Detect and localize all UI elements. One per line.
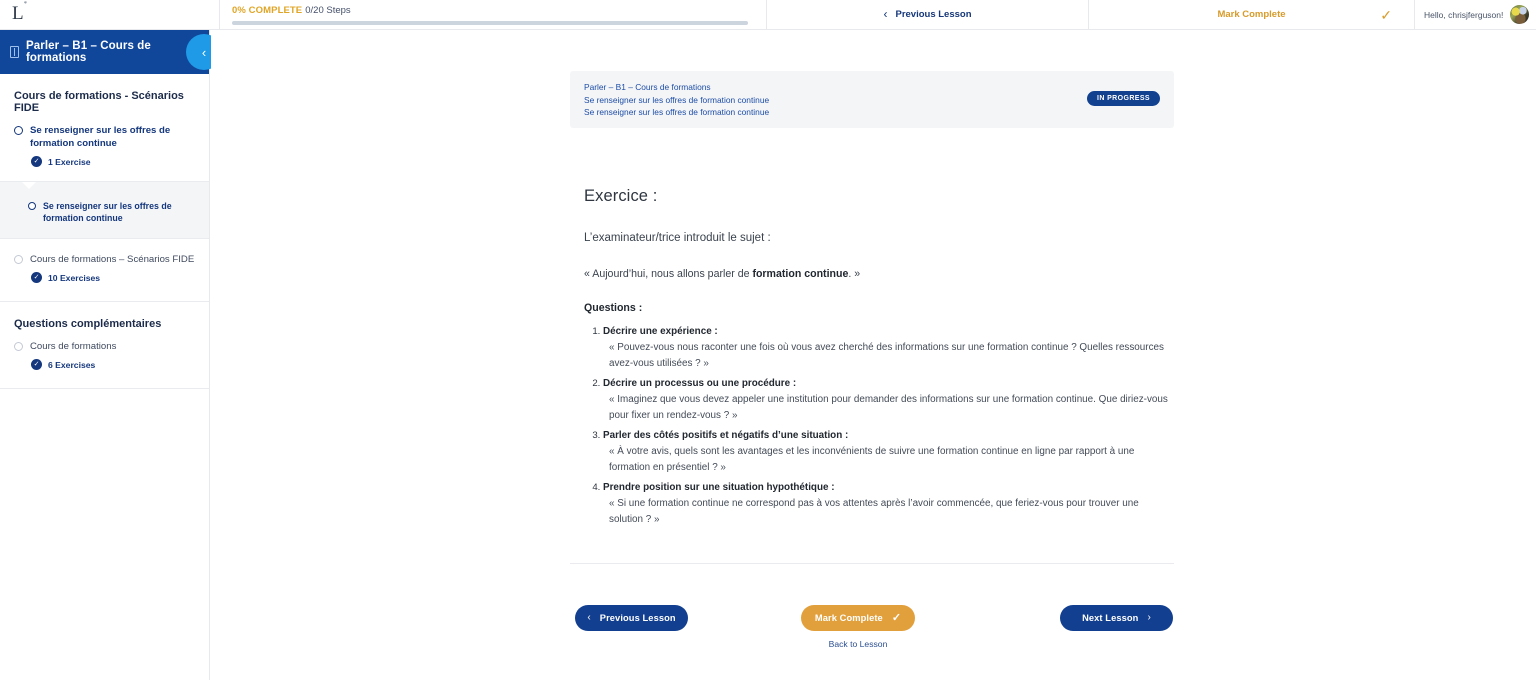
quote-suffix: . » — [848, 268, 861, 280]
next-lesson-button[interactable] — [1060, 605, 1173, 631]
chevron-left-icon: ‹ — [883, 6, 888, 21]
questions-list — [584, 324, 1174, 527]
content-divider — [570, 563, 1174, 564]
status-circle-icon — [14, 255, 23, 264]
sidebar-item-exercise-count[interactable] — [31, 359, 195, 370]
breadcrumb-course[interactable]: Parler – B1 – Cours de formations — [584, 82, 711, 92]
question-title: 2. Décrire un processus ou une procédure : — [603, 378, 797, 389]
topbar-previous-lesson-label: Previous Lesson — [895, 9, 972, 20]
sidebar-active-topic[interactable] — [0, 181, 209, 239]
sidebar-section-title-2: Questions complémentaires — [14, 318, 162, 330]
sidebar-item-exercise-count[interactable] — [31, 272, 195, 283]
quote-prefix: « Aujourd’hui, nous allons parler de — [584, 268, 753, 280]
question-body: « Pouvez-vous nous raconter une fois où vous avez cherché des informations sur une formation continue ? Quelles ressources avez-vous utilisées ? » — [609, 342, 1164, 369]
check-circle-icon: ✓ — [31, 359, 42, 370]
sidebar-exercise-count-label: 6 Exercises — [48, 359, 96, 370]
status-circle-icon — [14, 126, 23, 135]
list-item — [603, 480, 1174, 527]
site-logo[interactable] — [0, 0, 220, 29]
next-lesson-label: Next Lesson — [1082, 613, 1139, 623]
sidebar-section-title-1: Cours de formations - Scénarios FIDE — [14, 90, 184, 114]
sidebar-item-cours-de-formations[interactable] — [0, 340, 209, 380]
sidebar-header — [0, 30, 209, 74]
breadcrumb — [570, 71, 1174, 128]
status-circle-icon — [14, 342, 23, 351]
chevron-left-icon: ‹ — [201, 44, 207, 60]
check-icon: ✓ — [891, 612, 902, 624]
list-item — [603, 324, 1174, 371]
back-to-lesson-link[interactable]: Back to Lesson — [828, 639, 888, 649]
question-body: « À votre avis, quels sont les avantages et les inconvénients de suivre une formation continue en ligne par rapport à une formation en présentiel ? » — [609, 446, 1135, 473]
status-badge: IN PROGRESS — [1087, 91, 1160, 106]
sidebar-item-cours-scenarios[interactable] — [0, 239, 209, 293]
check-circle-icon: ✓ — [31, 156, 42, 167]
lesson-quote — [584, 268, 1174, 280]
user-greeting: Hello, chrisjferguson! — [1424, 9, 1504, 20]
sidebar-item-label: Cours de formations – Scénarios FIDE — [30, 254, 195, 265]
question-title: 4. Prendre position sur une situation hypothétique : — [603, 482, 835, 493]
list-item — [603, 376, 1174, 423]
lesson-intro: L’examinateur/trice introduit le sujet : — [584, 232, 771, 244]
sidebar-item-label: Cours de formations — [30, 341, 117, 352]
breadcrumb-topic[interactable]: Se renseigner sur les offres de formation continue — [584, 107, 770, 118]
question-title: 3. Parler des côtés positifs et négatifs d’une situation : — [603, 430, 849, 441]
lesson-navigation — [570, 605, 1174, 655]
progress-bar-track — [232, 21, 748, 25]
topbar-previous-lesson-button[interactable] — [767, 0, 1089, 29]
sidebar-item-exercise-count[interactable] — [31, 156, 195, 167]
topbar-mark-complete-button[interactable] — [1089, 0, 1415, 29]
mark-complete-label: Mark Complete — [814, 613, 883, 623]
progress-percent-label: 0% COMPLETE — [232, 5, 303, 16]
avatar[interactable] — [1510, 5, 1529, 24]
check-circle-icon: ✓ — [31, 272, 42, 283]
progress-text — [232, 5, 748, 16]
status-circle-icon — [28, 202, 36, 210]
top-bar — [0, 0, 1536, 30]
questions-label: Questions : — [584, 302, 643, 314]
course-progress — [220, 0, 767, 29]
sidebar-item-se-renseigner[interactable] — [0, 124, 209, 177]
sidebar-exercise-count-label: 10 Exercises — [48, 272, 101, 283]
progress-steps-label: 0/20 Steps — [305, 5, 351, 16]
chevron-right-icon: › — [1147, 612, 1151, 623]
sidebar-item-label: Se renseigner sur les offres de formation continue — [30, 125, 171, 149]
quote-bold: formation continue — [752, 268, 849, 280]
sidebar-active-topic-label: Se renseigner sur les offres de formation continue — [43, 201, 172, 223]
main-content — [211, 30, 1536, 680]
sidebar-course-title: Parler – B1 – Cours de formations — [26, 40, 151, 64]
question-body: « Imaginez que vous devez appeler une institution pour demander des informations sur une formation continue. Que diriez-vous pour fixer un rendez-vous ? » — [609, 394, 1168, 421]
check-icon: ✓ — [1380, 6, 1392, 23]
question-title: 1. Décrire une expérience : — [603, 326, 718, 337]
previous-lesson-label: Previous Lesson — [599, 613, 676, 623]
mark-complete-button[interactable] — [801, 605, 915, 631]
sidebar-divider — [0, 388, 209, 389]
book-icon — [10, 46, 19, 58]
breadcrumb-lesson[interactable]: Se renseigner sur les offres de formation continue — [584, 94, 770, 105]
logo-letter-icon: L* — [12, 0, 28, 24]
user-menu[interactable] — [1415, 0, 1536, 29]
chevron-left-icon: ‹ — [587, 612, 591, 623]
page-title: Exercice : — [584, 187, 658, 205]
sidebar-exercise-count-label: 1 Exercise — [48, 156, 91, 167]
topbar-mark-complete-label: Mark Complete — [1217, 9, 1286, 20]
list-item — [603, 428, 1174, 475]
course-sidebar — [0, 30, 210, 680]
previous-lesson-button[interactable] — [575, 605, 688, 631]
lesson-body — [584, 187, 1174, 532]
question-body: « Si une formation continue ne correspond pas à vos attentes après l’avoir commencée, que feriez-vous pour trouver une solution ? » — [609, 498, 1139, 525]
